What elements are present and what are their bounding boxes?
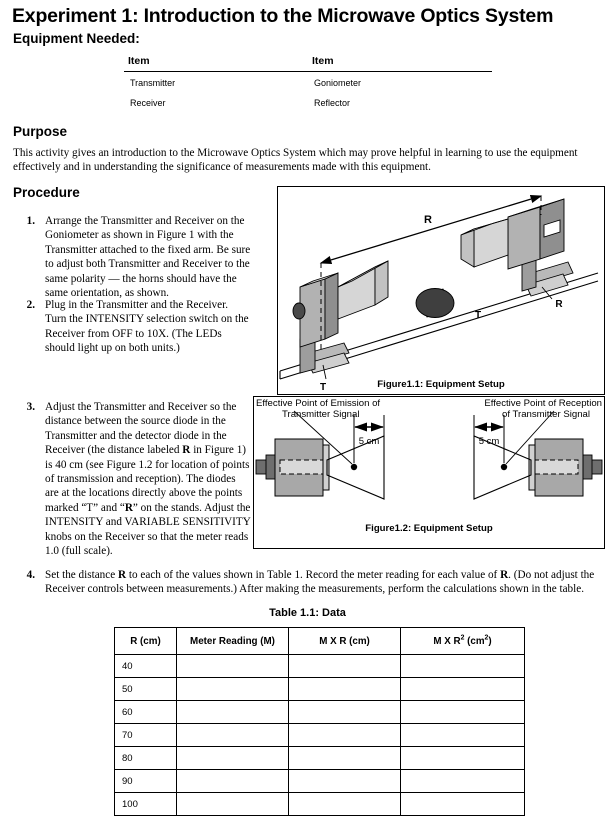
col-header-meter-reading: Meter Reading (M) <box>177 628 289 655</box>
cell-m-times-r[interactable] <box>289 701 401 724</box>
cell-m-times-r-squared[interactable] <box>401 678 525 701</box>
transmitter-side-view <box>256 411 384 499</box>
cell-m-times-r[interactable] <box>289 655 401 678</box>
distance-R-label: R <box>424 214 432 226</box>
step-text: Set the distance R to each of the values shown in Table 1. Record the meter reading for each value of R. (Do not adjust the Receiver controls between measurements.) After making the measurements, perform the calculations shown in the table. <box>45 569 595 596</box>
table-row <box>115 678 525 701</box>
reception-annotation-line2: of Transmitter Signal <box>502 409 590 420</box>
cell-m-times-r[interactable] <box>289 770 401 793</box>
purpose-heading: Purpose <box>13 124 68 139</box>
emission-annotation-line1: Effective Point of Emission of <box>256 398 381 409</box>
table-row <box>115 770 525 793</box>
right-dimension-label: 5 cm <box>478 436 500 447</box>
step-text: Adjust the Transmitter and Receiver so the distance between the source diode in the Transmitter and the detector diode in the Receiver (the distance labeled R in Figure 1) is 40 cm (see Figure 1.2 for location of points of transmission and reception). The diodes are at the locations directly above the points marked “T” and “R” on the stands. Adjust the INTENSITY and VARIABLE SENSITIVITY knobs on the Receiver so that the meter reads 1.0 (full scale). <box>45 401 251 558</box>
cell-r-value: 60 <box>115 701 177 724</box>
reception-point <box>501 464 507 470</box>
step-number: 1. <box>26 215 35 227</box>
figure-1-1 <box>277 186 605 395</box>
cell-meter-reading[interactable] <box>177 770 289 793</box>
purpose-text: This activity gives an introduction to the Microwave Optics System which may prove helpful in learning to use the equipment effectively and in understanding the significance of measurements made with this equipment. <box>13 147 578 173</box>
data-table-body <box>115 655 525 816</box>
cell-r-value: 80 <box>115 747 177 770</box>
data-table-header-row <box>115 628 525 655</box>
cell-r-value: 70 <box>115 724 177 747</box>
reception-annotation-line1: Effective Point of Reception <box>484 398 602 409</box>
step-text: Arrange the Transmitter and Receiver on the Goniometer as shown in Figure 1 with the Transmitter attached to the fixed arm. Be sure to adjust both Transmitter and Receiver to the same polarity — the horns should have the same orientation, as shown. <box>45 215 251 300</box>
table-row <box>115 655 525 678</box>
cell-m-times-r-squared[interactable] <box>401 793 525 816</box>
table-row <box>124 92 492 112</box>
equipment-item: Transmitter <box>130 78 176 88</box>
equipment-heading: Equipment Needed: <box>13 31 140 46</box>
page-title: Experiment 1: Introduction to the Microwave Optics System <box>12 5 554 27</box>
table-row <box>124 72 492 93</box>
cell-meter-reading[interactable] <box>177 747 289 770</box>
col-header-r: R (cm) <box>115 628 177 655</box>
cell-r-value: 40 <box>115 655 177 678</box>
rail-T-label: T <box>474 310 482 321</box>
col-header-m-times-r-squared: M X $R^2$ $(cm^2)$ <box>401 628 525 655</box>
cell-meter-reading[interactable] <box>177 655 289 678</box>
equipment-item: Receiver <box>130 98 166 108</box>
cell-m-times-r-squared[interactable] <box>401 724 525 747</box>
data-table-title: Table 1.1: Data <box>269 607 346 619</box>
cell-meter-reading[interactable] <box>177 793 289 816</box>
procedure-heading: Procedure <box>13 185 80 200</box>
cell-meter-reading[interactable] <box>177 701 289 724</box>
procedure-step-1 <box>13 214 251 300</box>
step-number: 2. <box>26 299 35 311</box>
emission-point <box>351 464 357 470</box>
cell-m-times-r-squared[interactable] <box>401 701 525 724</box>
goniometer-pivot <box>416 289 454 318</box>
cell-m-times-r-squared[interactable] <box>401 747 525 770</box>
figure-1-1-drawing <box>278 187 604 394</box>
figure-1-2-caption: Figure1.2: Equipment Setup <box>365 523 493 534</box>
equipment-header-row <box>124 55 492 72</box>
equipment-table <box>124 55 492 112</box>
procedure-step-2 <box>13 298 251 356</box>
cell-m-times-r[interactable] <box>289 724 401 747</box>
figure-1-2-drawing <box>254 397 604 537</box>
procedure-step-3 <box>13 400 251 558</box>
step-number: 3. <box>26 401 35 413</box>
procedure-step-4 <box>13 568 605 597</box>
left-dimension-label: 5 cm <box>358 436 380 447</box>
table-row <box>115 724 525 747</box>
cell-meter-reading[interactable] <box>177 724 289 747</box>
equipment-item: Reflector <box>313 98 350 108</box>
receiver-side-view <box>474 411 602 499</box>
transmitter-unit <box>293 261 388 393</box>
receiver-point-label: R <box>555 299 563 310</box>
figure-1-1-caption: Figure1.1: Equipment Setup <box>377 379 505 390</box>
cell-m-times-r[interactable] <box>289 747 401 770</box>
step-text: Plug in the Transmitter and the Receiver. Turn the INTENSITY selection switch on the Receiver from OFF to 10X. (The LEDs should light up on both units.) <box>45 299 249 355</box>
data-table <box>114 627 525 816</box>
table-row <box>115 793 525 816</box>
cell-meter-reading[interactable] <box>177 678 289 701</box>
equipment-col1-header: Item <box>124 55 308 72</box>
cell-m-times-r[interactable] <box>289 793 401 816</box>
table-row <box>115 747 525 770</box>
cell-m-times-r-squared[interactable] <box>401 655 525 678</box>
cell-m-times-r-squared[interactable] <box>401 770 525 793</box>
figure-1-2 <box>253 396 605 549</box>
emission-annotation-line2: Transmitter Signal <box>282 409 360 420</box>
col-header-m-times-r: M X R (cm) <box>289 628 401 655</box>
step-number: 4. <box>26 569 35 581</box>
table-row <box>115 701 525 724</box>
cell-r-value: 90 <box>115 770 177 793</box>
equipment-item: Goniometer <box>313 78 361 88</box>
transmitter-point-label: T <box>319 382 327 393</box>
cell-m-times-r[interactable] <box>289 678 401 701</box>
equipment-col2-header: Item <box>308 55 492 72</box>
cell-r-value: 100 <box>115 793 177 816</box>
cell-r-value: 50 <box>115 678 177 701</box>
